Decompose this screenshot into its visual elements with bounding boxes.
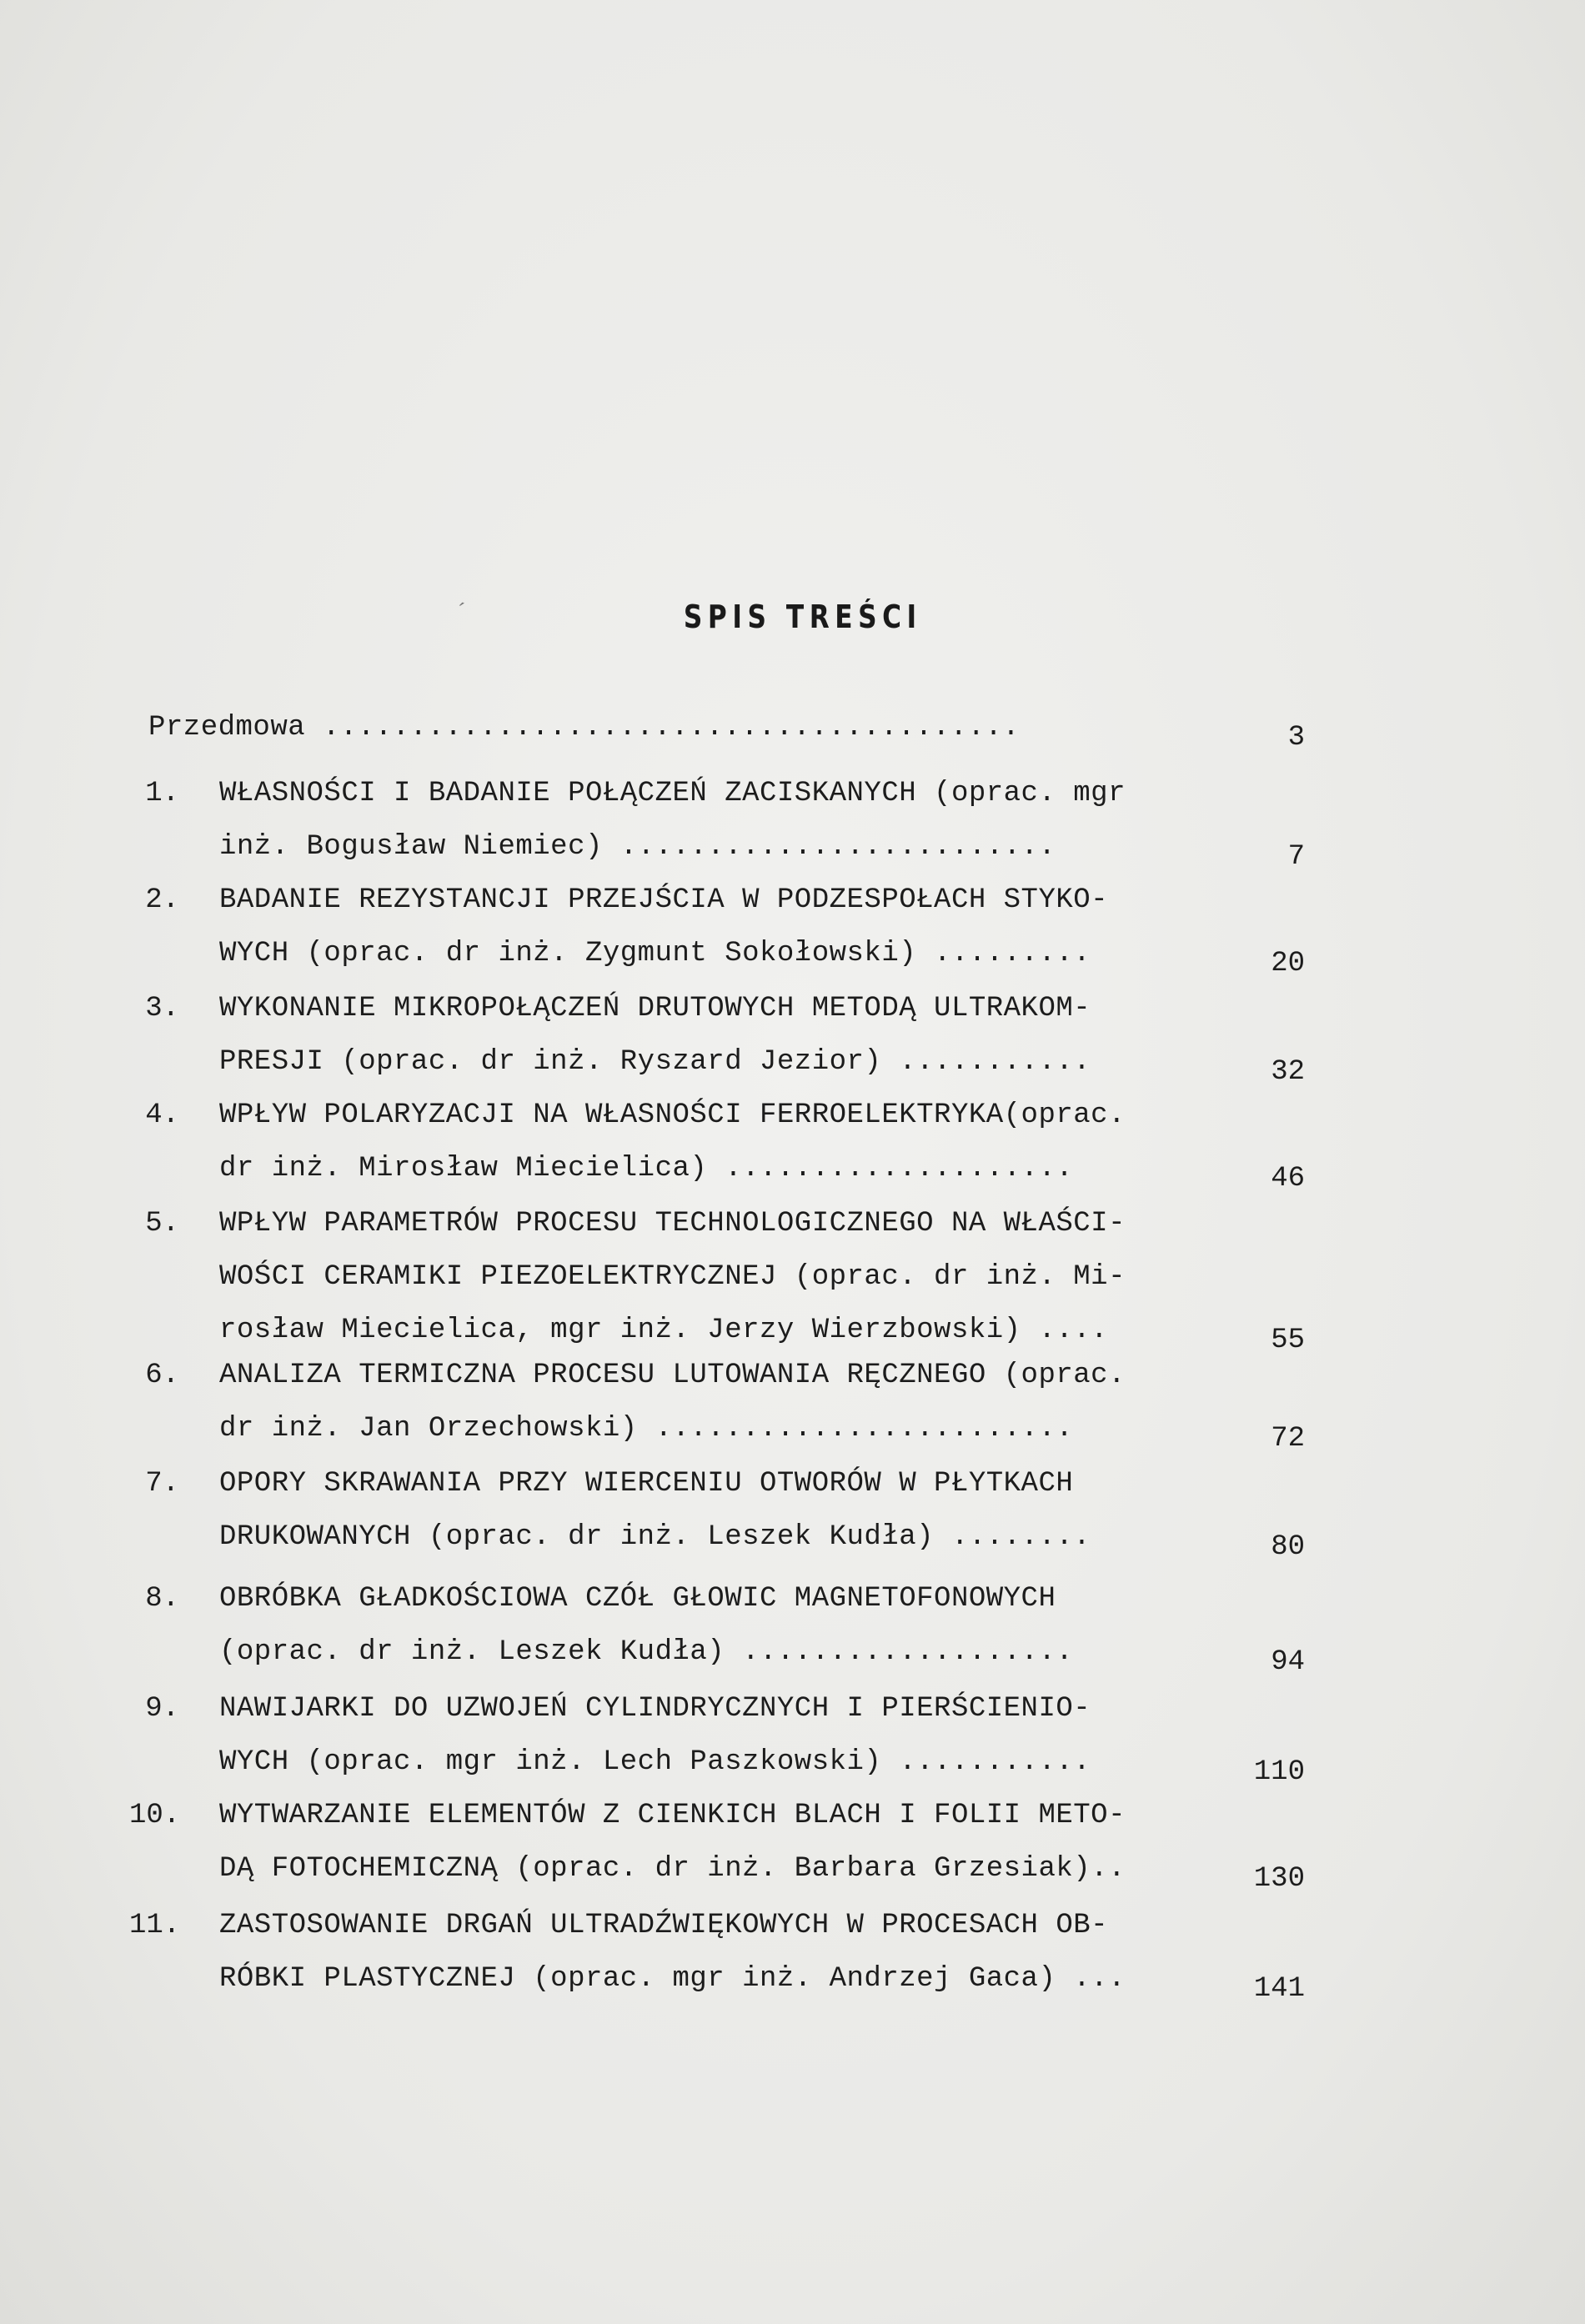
toc-entry-line: dr inż. Mirosław Miecielica) .................... [219, 1153, 1074, 1185]
toc-entry-number: 7. [145, 1468, 179, 1500]
toc-entry-line: dr inż. Jan Orzechowski) ........................ [219, 1413, 1074, 1445]
toc-entry-number: 9. [145, 1693, 179, 1725]
toc-entry-page-number: 20 [1271, 948, 1305, 979]
toc-entry-line: BADANIE REZYSTANCJI PRZEJŚCIA W PODZESPOŁACH STYKO- [219, 884, 1109, 916]
toc-entry-page-number: 94 [1271, 1646, 1305, 1678]
toc-entry-line: Przedmowa ........................................ [148, 712, 1021, 744]
toc-entry-line: RÓBKI PLASTYCZNEJ (oprac. mgr inż. Andrzej Gaca) ... [219, 1963, 1126, 1995]
toc-entry-page-number: 55 [1271, 1325, 1305, 1356]
toc-entry-page-number: 130 [1253, 1863, 1305, 1895]
toc-entry-number: 2. [145, 884, 179, 916]
toc-entry-line: DRUKOWANYCH (oprac. dr inż. Leszek Kudła) ........ [219, 1521, 1091, 1553]
toc-entry-line: WPŁYW POLARYZACJI NA WŁASNOŚCI FERROELEKTRYKA(oprac. [219, 1099, 1126, 1131]
toc-entry-line: rosław Miecielica, mgr inż. Jerzy Wierzbowski) .... [219, 1315, 1109, 1346]
toc-entry-number: 6. [145, 1360, 179, 1391]
toc-entry-page-number: 80 [1271, 1531, 1305, 1563]
toc-entry-number: 5. [145, 1208, 179, 1240]
toc-entry-number: 8. [145, 1583, 179, 1615]
toc-entry-number: 10. [129, 1800, 181, 1831]
toc-entry-page-number: 46 [1271, 1163, 1305, 1195]
toc-entry-line: WOŚCI CERAMIKI PIEZOELEKTRYCZNEJ (oprac. dr inż. Mi- [219, 1261, 1126, 1293]
toc-entry-line: ZASTOSOWANIE DRGAŃ ULTRADŹWIĘKOWYCH W PROCESACH OB- [219, 1910, 1109, 1941]
toc-entry-line: ANALIZA TERMICZNA PROCESU LUTOWANIA RĘCZNEGO (oprac. [219, 1360, 1126, 1391]
toc-entry-number: 11. [129, 1910, 181, 1941]
toc-entry-line: WYCH (oprac. dr inż. Zygmunt Sokołowski) ......... [219, 938, 1091, 969]
toc-entry-number: 4. [145, 1099, 179, 1131]
toc-entry-line: PRESJI (oprac. dr inż. Ryszard Jezior) ........... [219, 1046, 1091, 1078]
toc-entry-line: OBRÓBKA GŁADKOŚCIOWA CZÓŁ GŁOWIC MAGNETOFONOWYCH [219, 1583, 1056, 1615]
toc-entry-number: 1. [145, 778, 179, 809]
toc-entry-page-number: 32 [1271, 1056, 1305, 1088]
toc-entry-line: (oprac. dr inż. Leszek Kudła) ................... [219, 1636, 1074, 1668]
toc-entry-line: inż. Bogusław Niemiec) ......................... [219, 831, 1056, 863]
toc-entry-line: OPORY SKRAWANIA PRZY WIERCENIU OTWORÓW W PŁYTKACH [219, 1468, 1074, 1500]
toc-entry-page-number: 141 [1253, 1973, 1305, 2005]
toc-entry-number: 3. [145, 993, 179, 1024]
toc-entry-line: WPŁYW PARAMETRÓW PROCESU TECHNOLOGICZNEGO NA WŁAŚCI- [219, 1208, 1126, 1240]
stray-pen-mark: ′ [453, 598, 466, 624]
toc-entry-line: WYCH (oprac. mgr inż. Lech Paszkowski) ........... [219, 1746, 1091, 1778]
toc-entry-page-number: 3 [1287, 722, 1305, 754]
toc-entry-line: WYKONANIE MIKROPOŁĄCZEŃ DRUTOWYCH METODĄ ULTRAKOM- [219, 993, 1091, 1024]
toc-entry-page-number: 7 [1287, 841, 1305, 873]
toc-entry-page-number: 110 [1253, 1756, 1305, 1788]
toc-entry-line: WYTWARZANIE ELEMENTÓW Z CIENKICH BLACH I FOLII METO- [219, 1800, 1126, 1831]
toc-entry-line: DĄ FOTOCHEMICZNĄ (oprac. dr inż. Barbara Grzesiak).. [219, 1853, 1126, 1885]
toc-entry-line: NAWIJARKI DO UZWOJEŃ CYLINDRYCZNYCH I PIERŚCIENIO- [219, 1693, 1091, 1725]
toc-entry-page-number: 72 [1271, 1423, 1305, 1455]
page-title: SPIS TREŚCI [683, 599, 922, 635]
toc-entry-line: WŁASNOŚCI I BADANIE POŁĄCZEŃ ZACISKANYCH (oprac. mgr [219, 778, 1126, 809]
